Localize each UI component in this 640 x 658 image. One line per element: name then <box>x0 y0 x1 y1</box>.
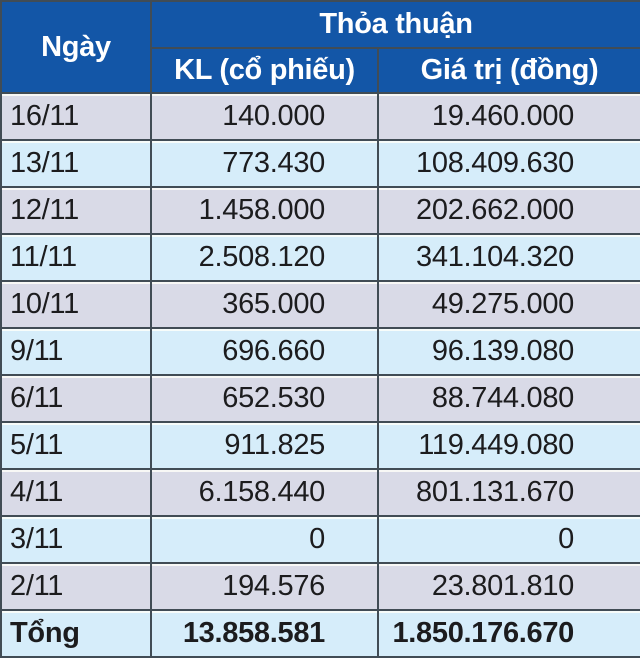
table-body <box>1 93 640 610</box>
table-row <box>1 93 640 140</box>
date-cell: 5/11 <box>1 422 151 469</box>
date-cell: 11/11 <box>1 234 151 281</box>
value-cell: 108.409.630 <box>378 140 640 187</box>
total-label: Tổng <box>1 610 151 657</box>
value-cell: 88.744.080 <box>378 375 640 422</box>
column-header-date: Ngày <box>1 1 151 93</box>
volume-cell: 140.000 <box>151 93 378 140</box>
volume-cell: 0 <box>151 516 378 563</box>
table-row <box>1 516 640 563</box>
table-row <box>1 422 640 469</box>
date-cell: 3/11 <box>1 516 151 563</box>
table-header <box>1 1 640 93</box>
date-cell: 10/11 <box>1 281 151 328</box>
table-row <box>1 187 640 234</box>
volume-cell: 194.576 <box>151 563 378 610</box>
volume-cell: 652.530 <box>151 375 378 422</box>
value-cell: 0 <box>378 516 640 563</box>
volume-cell: 1.458.000 <box>151 187 378 234</box>
table-row <box>1 281 640 328</box>
column-header-value-gia-tri: Giá trị (đồng) <box>378 48 640 93</box>
table-footer <box>1 610 640 657</box>
column-header-group-thoa-thuan: Thỏa thuận <box>151 1 640 48</box>
volume-cell: 696.660 <box>151 328 378 375</box>
value-cell: 96.139.080 <box>378 328 640 375</box>
date-cell: 6/11 <box>1 375 151 422</box>
volume-cell: 365.000 <box>151 281 378 328</box>
date-cell: 12/11 <box>1 187 151 234</box>
table-row <box>1 469 640 516</box>
date-cell: 16/11 <box>1 93 151 140</box>
volume-cell: 773.430 <box>151 140 378 187</box>
value-cell: 23.801.810 <box>378 563 640 610</box>
volume-cell: 6.158.440 <box>151 469 378 516</box>
total-row <box>1 610 640 657</box>
value-cell: 49.275.000 <box>378 281 640 328</box>
date-cell: 4/11 <box>1 469 151 516</box>
column-header-volume-kl: KL (cổ phiếu) <box>151 48 378 93</box>
date-cell: 2/11 <box>1 563 151 610</box>
volume-cell: 2.508.120 <box>151 234 378 281</box>
value-cell: 341.104.320 <box>378 234 640 281</box>
table-row <box>1 375 640 422</box>
total-value-value: 1.850.176.670 <box>378 610 640 657</box>
total-volume-value: 13.858.581 <box>151 610 378 657</box>
table-row <box>1 328 640 375</box>
volume-cell: 911.825 <box>151 422 378 469</box>
date-cell: 9/11 <box>1 328 151 375</box>
value-cell: 202.662.000 <box>378 187 640 234</box>
table-row <box>1 140 640 187</box>
table-row <box>1 234 640 281</box>
value-cell: 19.460.000 <box>378 93 640 140</box>
table-row <box>1 563 640 610</box>
date-cell: 13/11 <box>1 140 151 187</box>
value-cell: 801.131.670 <box>378 469 640 516</box>
value-cell: 119.449.080 <box>378 422 640 469</box>
